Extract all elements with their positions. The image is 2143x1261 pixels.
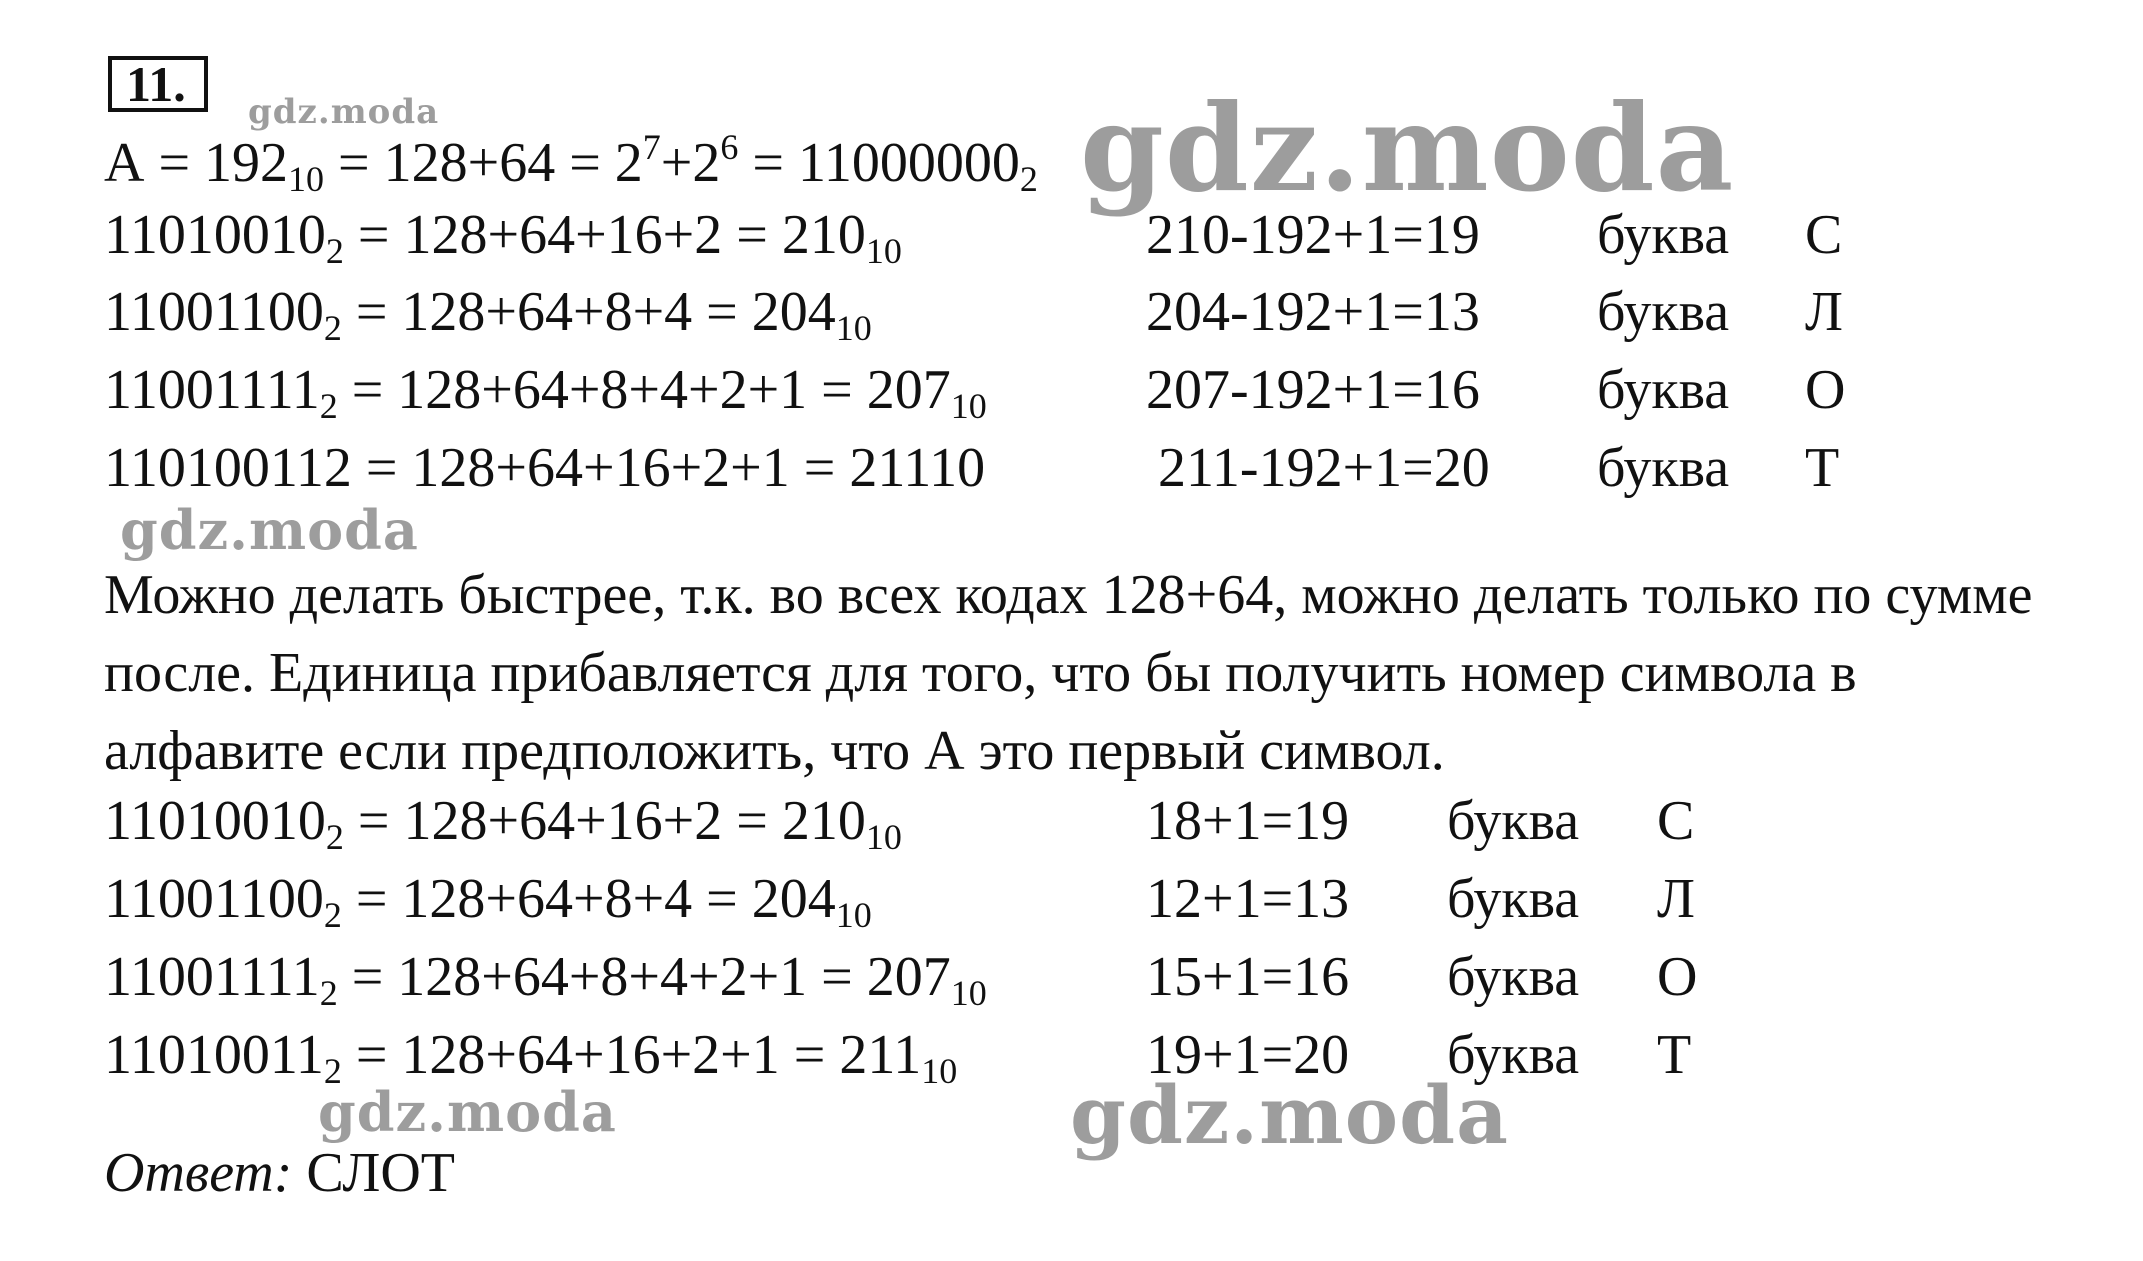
row-letter: С	[1657, 790, 1695, 852]
row-binary-sub: 2	[325, 817, 344, 857]
row-binary: 11010010	[104, 790, 326, 852]
row-calc: 207-192+1=16	[1146, 359, 1480, 421]
header-part-d: = 11000000	[738, 132, 1020, 194]
row-calc: 18+1=19	[1146, 790, 1350, 852]
row-expression: = 128+64+16+2+1 = 21110	[351, 437, 986, 499]
row-binary-sub: 2	[319, 973, 338, 1013]
row-expression: = 128+64+16+2+1 = 211	[341, 1024, 922, 1086]
row-expression: = 128+64+8+4+2+1 = 207	[337, 946, 951, 1008]
block2-row	[104, 788, 902, 857]
row-word: буква	[1447, 946, 1580, 1008]
block1-row	[104, 435, 985, 501]
row-expression: = 128+64+16+2 = 210	[343, 790, 866, 852]
row-calc: 15+1=16	[1146, 946, 1350, 1008]
row-binary: 11001100	[104, 281, 324, 343]
answer-value: СЛОТ	[292, 1142, 455, 1204]
row-binary-sub: 2	[323, 895, 342, 935]
row-binary: 11001111	[104, 359, 320, 421]
row-binary-sub: 2	[323, 308, 342, 348]
row-decimal-sub: 10	[921, 1051, 958, 1091]
block2-row	[104, 944, 987, 1013]
row-decimal-sub: 10	[950, 973, 987, 1013]
task-number: 11.	[108, 56, 208, 112]
row-word: буква	[1597, 359, 1730, 421]
row-word: буква	[1597, 281, 1730, 343]
row-decimal-sub: 10	[865, 817, 902, 857]
row-expression: = 128+64+8+4 = 204	[341, 868, 836, 930]
watermark: gdz.moda	[1070, 1068, 1509, 1162]
header-part-a: А = 192	[104, 132, 289, 194]
header-sup-1: 7	[642, 127, 661, 167]
watermark: gdz.moda	[318, 1080, 617, 1144]
header-part-c: +2	[660, 132, 721, 194]
block1-row	[104, 279, 872, 348]
row-letter: Л	[1657, 868, 1695, 930]
row-binary-sub: 2	[319, 386, 338, 426]
block2-row	[104, 1022, 958, 1091]
row-decimal-sub: 10	[835, 895, 872, 935]
watermark: gdz.moda	[248, 92, 440, 132]
header-sub-a: 10	[288, 159, 325, 199]
explanation-paragraph: Можно делать быстрее, т.к. во всех кодах 128+64, можно делать только по сумме после. Единица прибавляется для того, что бы получить номер символа в алфавите если предположить, что А это первый символ.	[104, 564, 2033, 782]
row-word: буква	[1447, 868, 1580, 930]
watermark: gdz.moda	[1080, 78, 1735, 219]
row-word: буква	[1447, 790, 1580, 852]
answer-label: Ответ:	[104, 1142, 293, 1204]
row-binary: 11001100	[104, 868, 324, 930]
header-equation	[104, 127, 1038, 199]
row-expression: = 128+64+8+4+2+1 = 207	[337, 359, 951, 421]
row-decimal-sub: 10	[835, 308, 872, 348]
row-decimal-sub: 10	[865, 231, 902, 271]
block2-row	[104, 866, 872, 935]
row-letter: Т	[1805, 437, 1840, 499]
watermark: gdz.moda	[120, 498, 419, 562]
row-calc: 211-192+1=20	[1158, 437, 1490, 499]
row-decimal-sub: 10	[950, 386, 987, 426]
row-binary: 11010010	[104, 204, 326, 266]
header-sub-d: 2	[1019, 159, 1038, 199]
row-calc: 12+1=13	[1146, 868, 1350, 930]
row-binary-sub: 2	[323, 1051, 342, 1091]
row-binary: 110100112	[104, 437, 352, 499]
row-letter: Л	[1805, 281, 1843, 343]
row-calc: 204-192+1=13	[1146, 281, 1480, 343]
row-expression: = 128+64+16+2 = 210	[343, 204, 866, 266]
answer-line	[104, 1140, 455, 1206]
row-word: буква	[1597, 437, 1730, 499]
row-letter: О	[1805, 359, 1846, 421]
row-expression: = 128+64+8+4 = 204	[341, 281, 836, 343]
row-letter: С	[1805, 204, 1843, 266]
row-letter: Т	[1657, 1024, 1692, 1086]
header-sup-2: 6	[720, 127, 739, 167]
row-calc: 210-192+1=19	[1146, 204, 1480, 266]
row-calc: 19+1=20	[1146, 1024, 1350, 1086]
row-word: буква	[1447, 1024, 1580, 1086]
block1-row	[104, 202, 902, 271]
row-binary-sub: 2	[325, 231, 344, 271]
row-letter: О	[1657, 946, 1698, 1008]
header-part-b: = 128+64 = 2	[324, 132, 643, 194]
row-binary: 11010011	[104, 1024, 324, 1086]
row-word: буква	[1597, 204, 1730, 266]
row-binary: 11001111	[104, 946, 320, 1008]
block1-row	[104, 357, 987, 426]
